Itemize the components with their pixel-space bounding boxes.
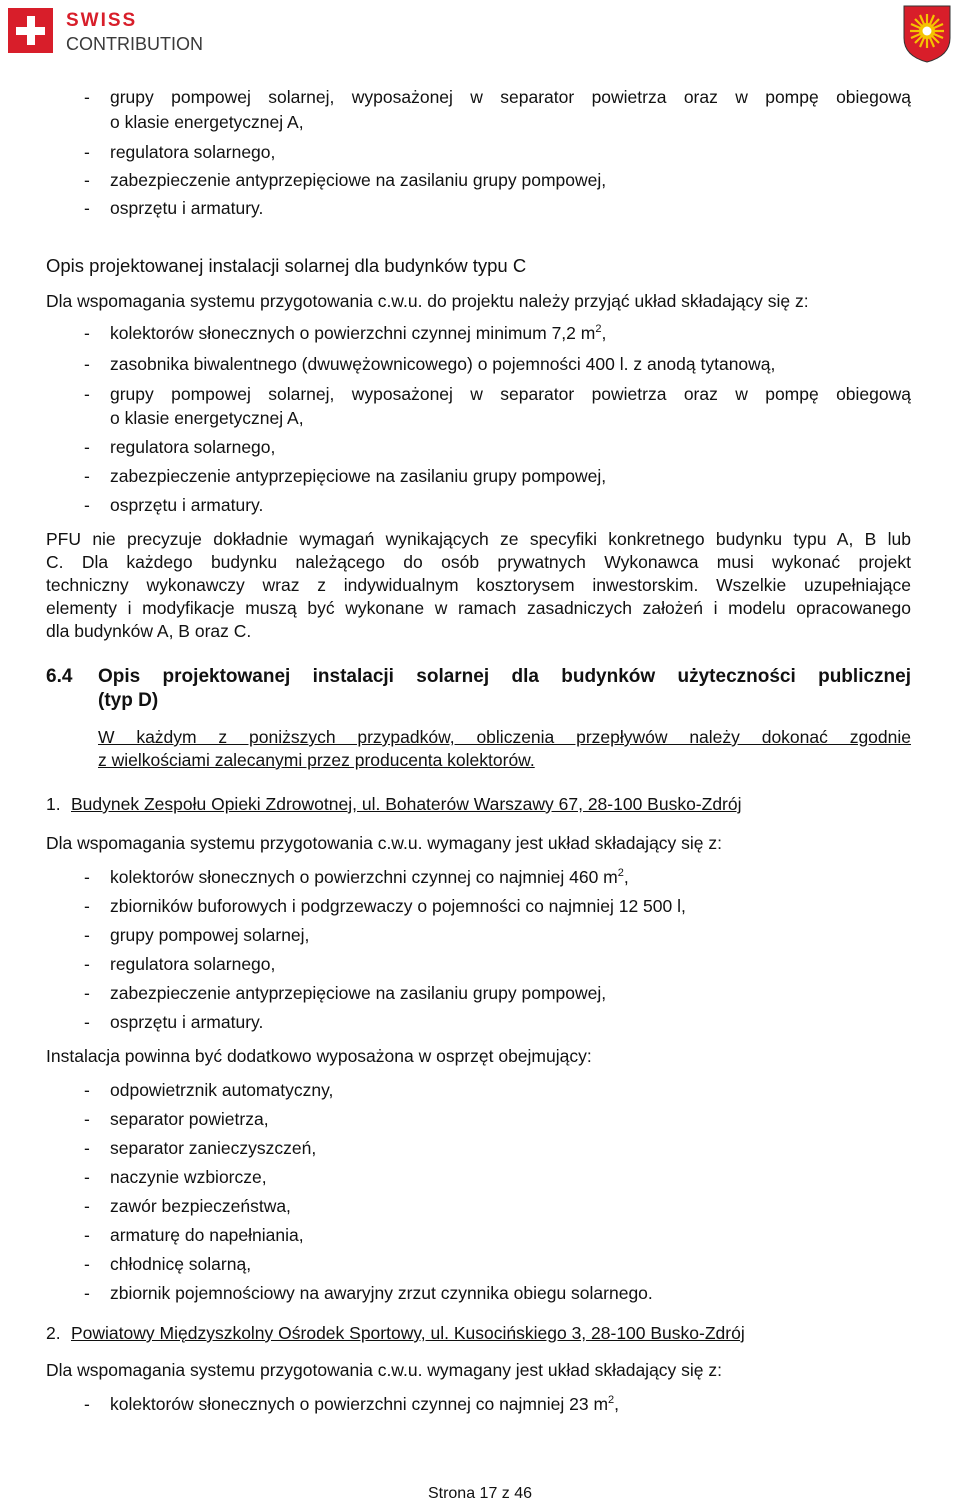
item-number: 2. bbox=[46, 1323, 61, 1343]
list-dash: - bbox=[84, 867, 90, 887]
list-dash: - bbox=[84, 170, 90, 190]
building-heading: Budynek Zespołu Opieki Zdrowotnej, ul. Bohaterów Warszawy 67, 28-100 Busko-Zdrój bbox=[71, 794, 742, 814]
list-dash: - bbox=[84, 896, 90, 916]
paragraph: Dla wspomagania systemu przygotowania c.w.u. do projektu należy przyjąć układ składający się z: bbox=[46, 291, 809, 311]
list-dash: - bbox=[84, 1167, 90, 1187]
list-dash: - bbox=[84, 983, 90, 1003]
list-dash: - bbox=[84, 495, 90, 515]
list-dash: - bbox=[84, 87, 90, 107]
section-title: Opis projektowanej instalacji solarnej dla budynków użyteczności publicznej bbox=[98, 666, 911, 687]
list-item: chłodnicę solarną, bbox=[110, 1254, 252, 1274]
section-title-cont: (typ D) bbox=[98, 690, 159, 711]
list-dash: - bbox=[84, 466, 90, 486]
list-dash: - bbox=[84, 142, 90, 162]
busko-zdroj-coat-of-arms-icon bbox=[902, 4, 952, 64]
paragraph-line: C. Dla każdego budynku należącego do osób prywatnych Wykonawca musi wykonać projekt bbox=[46, 552, 911, 572]
list-item: osprzętu i armatury. bbox=[110, 1012, 264, 1032]
list-dash: - bbox=[84, 1080, 90, 1100]
paragraph-line: techniczny wykonawczy wraz z indywidualnym kosztorysem inwestorskim. Wszelkie uzupełniające bbox=[46, 575, 911, 595]
list-dash: - bbox=[84, 1012, 90, 1032]
list-dash: - bbox=[84, 1254, 90, 1274]
list-item: naczynie wzbiorcze, bbox=[110, 1167, 267, 1187]
paragraph-line: dla budynków A, B oraz C. bbox=[46, 621, 252, 641]
logo-text-contribution: CONTRIBUTION bbox=[66, 34, 203, 54]
list-dash: - bbox=[84, 384, 90, 404]
list-item: zbiorników buforowych i podgrzewaczy o pojemności co najmniej 12 500 l, bbox=[110, 896, 686, 916]
list-dash: - bbox=[84, 1283, 90, 1303]
building-heading: Powiatowy Międzyszkolny Ośrodek Sportowy, ul. Kusocińskiego 3, 28-100 Busko-Zdrój bbox=[71, 1323, 745, 1343]
list-item: zabezpieczenie antyprzepięciowe na zasilaniu grupy pompowej, bbox=[110, 983, 607, 1003]
list-item: kolektorów słonecznych o powierzchni czynnej minimum 7,2 $m^2$, bbox=[110, 323, 607, 343]
list-item-cont: o klasie energetycznej A, bbox=[110, 112, 304, 132]
list-item: grupy pompowej solarnej, bbox=[110, 925, 310, 945]
note-line: W każdym z poniższych przypadków, obliczenia przepływów należy dokonać zgodnie bbox=[98, 727, 911, 747]
note-line: z wielkościami zalecanymi przez producenta kolektorów. bbox=[98, 750, 535, 770]
list-item: osprzętu i armatury. bbox=[110, 495, 264, 515]
list-item: grupy pompowej solarnej, wyposażonej w separator powietrza oraz w pompę obiegową bbox=[110, 384, 911, 404]
list-item: kolektorów słonecznych o powierzchni czynnej co najmniej 460 $m^2$, bbox=[110, 867, 629, 887]
paragraph: Dla wspomagania systemu przygotowania c.w.u. wymagany jest układ składający się z: bbox=[46, 1360, 723, 1380]
logo-text-swiss: SWISS bbox=[66, 10, 138, 31]
paragraph: Dla wspomagania systemu przygotowania c.w.u. wymagany jest układ składający się z: bbox=[46, 833, 723, 853]
list-item: separator zanieczyszczeń, bbox=[110, 1138, 317, 1158]
list-dash: - bbox=[84, 954, 90, 974]
list-item: zasobnika biwalentnego (dwuwężownicowego) o pojemności 400 l. z anodą tytanową, bbox=[110, 354, 776, 374]
list-item: osprzętu i armatury. bbox=[110, 198, 264, 218]
swiss-contribution-logo bbox=[8, 8, 218, 52]
list-item: zawór bezpieczeństwa, bbox=[110, 1196, 291, 1216]
list-dash: - bbox=[84, 1394, 90, 1414]
list-item: regulatora solarnego, bbox=[110, 954, 276, 974]
list-item: zbiornik pojemnościowy na awaryjny zrzut czynnika obiegu solarnego. bbox=[110, 1283, 653, 1303]
list-dash: - bbox=[84, 1225, 90, 1245]
list-item: regulatora solarnego, bbox=[110, 142, 276, 162]
list-dash: - bbox=[84, 1196, 90, 1216]
list-item: zabezpieczenie antyprzepięciowe na zasilaniu grupy pompowej, bbox=[110, 170, 607, 190]
section-number: 6.4 bbox=[46, 666, 73, 687]
list-dash: - bbox=[84, 437, 90, 457]
list-dash: - bbox=[84, 1138, 90, 1158]
list-dash: - bbox=[84, 1109, 90, 1129]
list-item: separator powietrza, bbox=[110, 1109, 269, 1129]
page-footer: Strona 17 z 46 bbox=[427, 1485, 533, 1502]
list-item: regulatora solarnego, bbox=[110, 437, 276, 457]
list-item: zabezpieczenie antyprzepięciowe na zasilaniu grupy pompowej, bbox=[110, 466, 607, 486]
swiss-cross-icon bbox=[8, 8, 53, 53]
item-number: 1. bbox=[46, 794, 61, 814]
section-heading: Opis projektowanej instalacji solarnej dla budynków typu C bbox=[46, 255, 527, 276]
list-dash: - bbox=[84, 323, 90, 343]
list-dash: - bbox=[84, 198, 90, 218]
list-item: kolektorów słonecznych o powierzchni czynnej co najmniej 23 $m^2$, bbox=[110, 1394, 620, 1414]
list-dash: - bbox=[84, 925, 90, 945]
paragraph-line: elementy i modyfikacje muszą być wykonane w ramach zasadniczych założeń i modelu opracowanego bbox=[46, 598, 911, 618]
list-item: grupy pompowej solarnej, wyposażonej w separator powietrza oraz w pompę obiegową bbox=[110, 87, 911, 107]
paragraph-line: PFU nie precyzuje dokładnie wymagań wynikających ze specyfiki konkretnego budynku typu A, B lub bbox=[46, 529, 911, 549]
list-dash: - bbox=[84, 354, 90, 374]
list-item-cont: o klasie energetycznej A, bbox=[110, 408, 304, 428]
list-item: odpowietrznik automatyczny, bbox=[110, 1080, 334, 1100]
paragraph: Instalacja powinna być dodatkowo wyposażona w osprzęt obejmujący: bbox=[46, 1046, 592, 1066]
list-item: armaturę do napełniania, bbox=[110, 1225, 304, 1245]
